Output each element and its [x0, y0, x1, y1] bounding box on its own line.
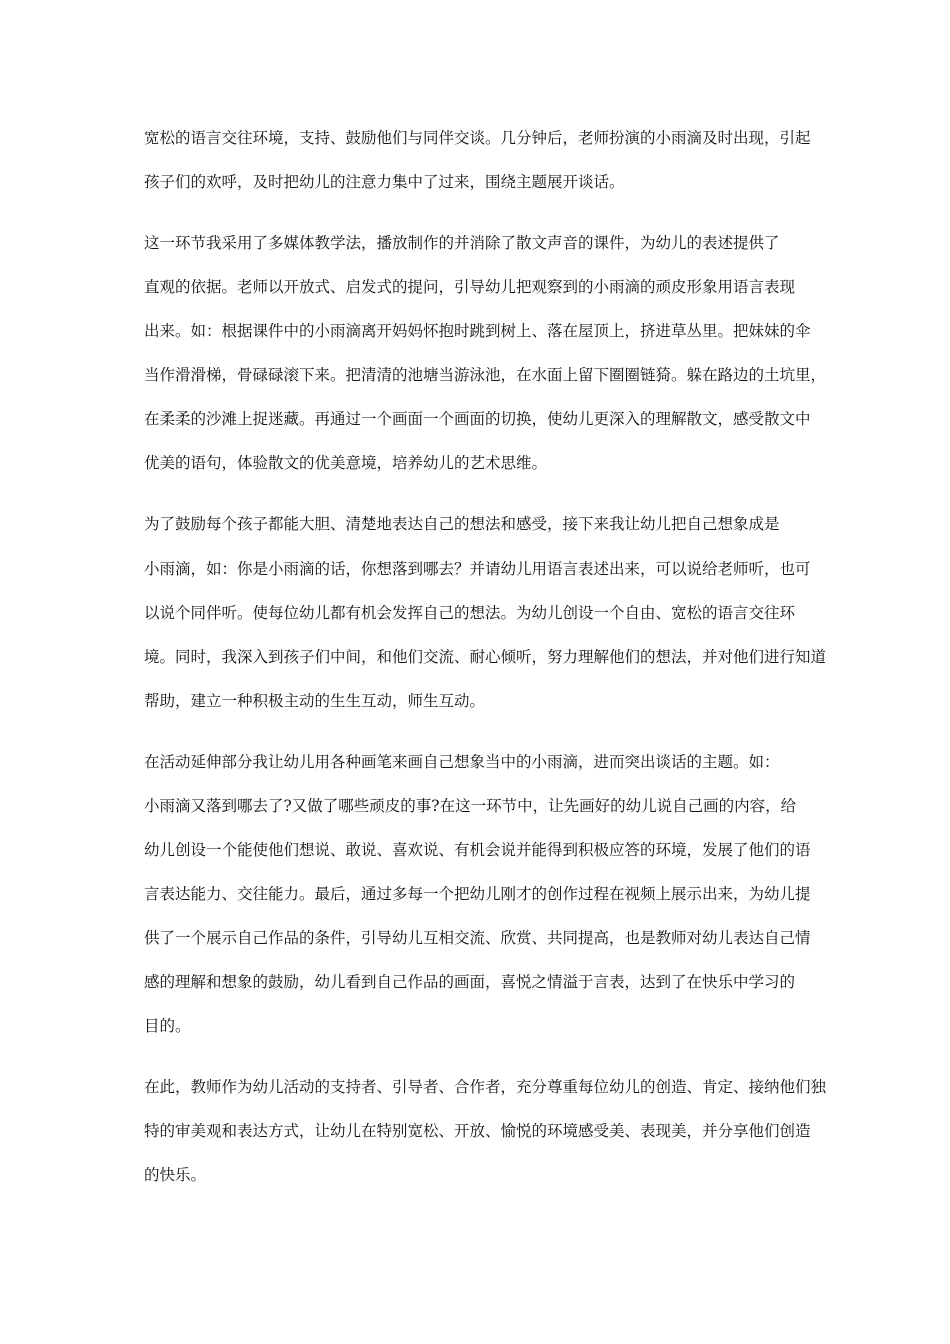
paragraph-4-line-4: 言表达能力、交往能力。最后，通过多每一个把幼儿刚才的创作过程在视频上展示出来，为幼儿提 — [144, 885, 811, 903]
paragraph-3-line-5: 帮助，建立一种积极主动的生生互动，师生互动。 — [144, 692, 486, 710]
paragraph-2-line-6: 优美的语句，体验散文的优美意境，培养幼儿的艺术思维。 — [144, 454, 548, 472]
paragraph-3-line-2: 小雨滴，如：你是小雨滴的话，你想落到哪去？并请幼儿用语言表述出来，可以说给老师听，也可 — [144, 560, 811, 578]
paragraph-4-line-6: 感的理解和想象的鼓励，幼儿看到自己作品的画面，喜悦之情溢于言表，达到了在快乐中学习的 — [144, 973, 796, 991]
paragraph-4-line-5: 供了一个展示自己作品的条件，引导幼儿互相交流、欣赏、共同提高，也是教师对幼儿表达自己情 — [144, 929, 811, 947]
paragraph-3-line-4: 境。同时，我深入到孩子们中间，和他们交流、耐心倾听，努力理解他们的想法，并对他们进行知道 — [144, 648, 827, 666]
paragraph-5-line-3: 的快乐。 — [144, 1166, 207, 1184]
paragraph-3-line-1: 为了鼓励每个孩子都能大胆、清楚地表达自己的想法和感受，接下来我让幼儿把自己想象成是 — [144, 515, 780, 533]
paragraph-1-line-1: 宽松的语言交往环境，支持、鼓励他们与同伴交谈。几分钟后，老师扮演的小雨滴及时出现，引起 — [144, 129, 811, 147]
paragraph-5-line-2: 特的审美观和表达方式，让幼儿在特别宽松、开放、愉悦的环境感受美、表现美，并分享他们创造 — [144, 1122, 811, 1140]
paragraph-1-line-2: 孩子们的欢呼，及时把幼儿的注意力集中了过来，围绕主题展开谈话。 — [144, 173, 625, 191]
paragraph-4-line-7: 目的。 — [144, 1017, 191, 1035]
paragraph-2-line-4: 当作滑滑梯，骨碌碌滚下来。把清清的池塘当游泳池，在水面上留下圈圈链猗。躲在路边的土坑里， — [144, 366, 827, 384]
paragraph-3-line-3: 以说个同伴听。使每位幼儿都有机会发挥自己的想法。为幼儿创设一个自由、宽松的语言交往环 — [144, 604, 796, 622]
paragraph-4-line-3: 幼儿创设一个能使他们想说、敢说、喜欢说、有机会说并能得到积极应答的环境，发展了他们的语 — [144, 841, 811, 859]
paragraph-2-line-1: 这一环节我采用了多媒体教学法，播放制作的并消除了散文声音的课件，为幼儿的表述提供了 — [144, 234, 780, 252]
paragraph-4-line-2: 小雨滴又落到哪去了?又做了哪些顽皮的事?在这一环节中，让先画好的幼儿说自己画的内容，给 — [144, 797, 797, 815]
paragraph-2-line-3: 出来。如：根据课件中的小雨滴离开妈妈怀抱时跳到树上、落在屋顶上，挤进草丛里。把妹妹的伞 — [144, 322, 811, 340]
paragraph-2-line-2: 直观的依据。老师以开放式、启发式的提问，引导幼儿把观察到的小雨滴的顽皮形象用语言表现 — [144, 278, 796, 296]
paragraph-2-line-5: 在柔柔的沙滩上捉迷藏。再通过一个画面一个画面的切换，使幼儿更深入的理解散文，感受散文中 — [144, 410, 811, 428]
paragraph-5-line-1: 在此，教师作为幼儿活动的支持者、引导者、合作者，充分尊重每位幼儿的创造、肯定、接纳他们独 — [144, 1078, 827, 1096]
paragraph-4-line-1: 在活动延伸部分我让幼儿用各种画笔来画自己想象当中的小雨滴，进而突出谈话的主题。如： — [144, 753, 780, 771]
